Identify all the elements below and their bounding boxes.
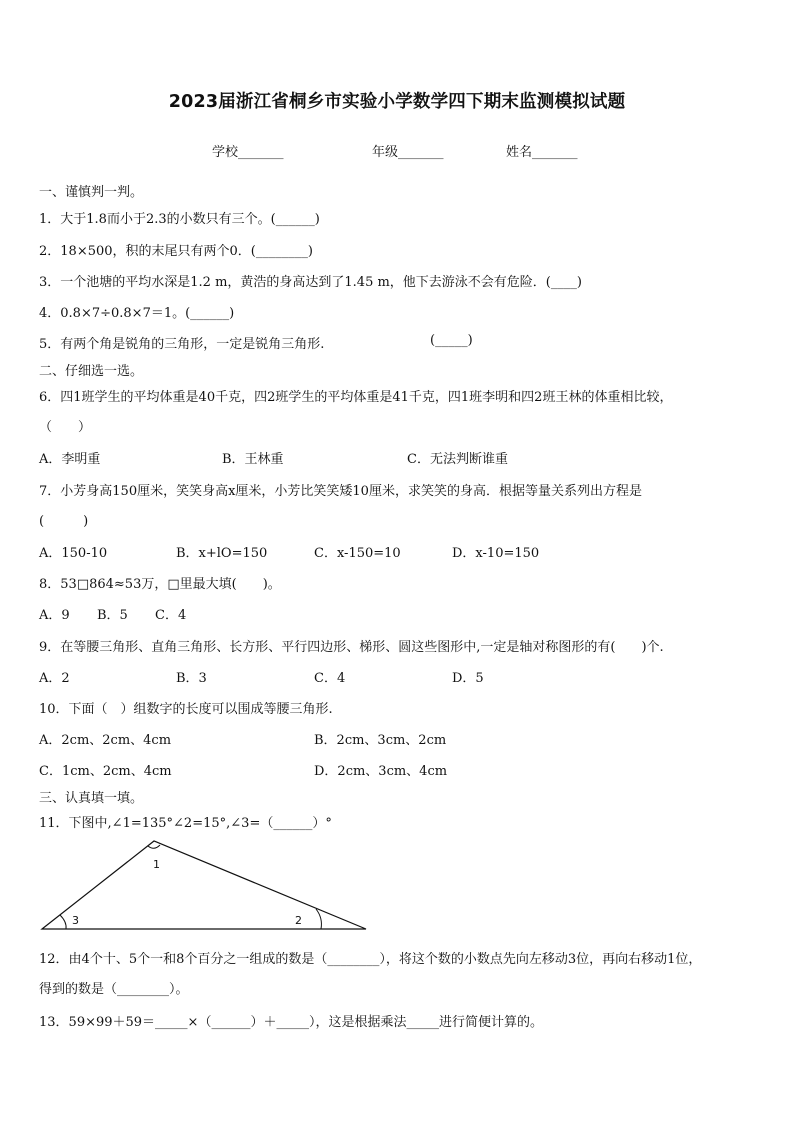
question-12-continued: 得到的数是（________）。 xyxy=(39,982,189,997)
q10-option-d: D．2cm、3cm、4cm xyxy=(314,764,448,779)
triangle-figure xyxy=(38,836,370,934)
question-4: 4．0.8×7÷0.8×7＝1。(______) xyxy=(39,306,235,321)
question-7: 7．小芳身高150厘米，笑笑身高x厘米，小芳比笑笑矮10厘米，求笑笑的身高．根据等量关系列出方程是 xyxy=(39,484,642,499)
q7-option-b: B．x+lO=150 xyxy=(176,546,268,561)
page-title: 2023届浙江省桐乡市实验小学数学四下期末监测模拟试题 xyxy=(168,92,626,112)
question-1: 1．大于1.8而小于2.3的小数只有三个。(______) xyxy=(39,212,320,227)
question-5-blank: (_____) xyxy=(430,333,473,348)
q7-option-c: C．x-150=10 xyxy=(314,546,401,561)
angle-1-arc xyxy=(148,845,160,848)
q7-option-d: D．x-10=150 xyxy=(452,546,540,561)
question-12: 12．由4个十、5个一和8个百分之一组成的数是（________），将这个数的小数点先向左移动3位，再向右移动1位， xyxy=(39,952,702,967)
question-11: 11．下图中,∠1=135°∠2=15°,∠3=（______）° xyxy=(39,816,332,831)
section-heading-1: 一、谨慎判一判。 xyxy=(39,185,144,200)
q8-option-c: C．4 xyxy=(155,608,187,623)
q9-option-c: C．4 xyxy=(314,671,346,686)
question-7-blank: ( ) xyxy=(39,514,89,529)
q6-option-b: B．王林重 xyxy=(222,452,284,467)
question-5: 5．有两个角是锐角的三角形，一定是锐角三角形. xyxy=(39,337,325,352)
name-field: 姓名_______ xyxy=(506,145,578,160)
angle-1-label: 1 xyxy=(153,858,160,871)
section-heading-3: 三、认真填一填。 xyxy=(39,791,144,806)
q9-option-b: B．3 xyxy=(176,671,207,686)
q8-option-a: A．9 xyxy=(39,608,70,623)
school-field: 学校_______ xyxy=(212,145,284,160)
section-heading-2: 二、仔细选一选。 xyxy=(39,364,144,379)
question-6-blank: （ ） xyxy=(39,420,92,435)
q6-option-a: A．李明重 xyxy=(39,452,101,467)
angle-2-label: 2 xyxy=(295,914,302,927)
question-2: 2．18×500，积的末尾只有两个0．(________) xyxy=(39,244,313,259)
question-6: 6．四1班学生的平均体重是40千克，四2班学生的平均体重是41千克，四1班李明和四2班王林的体重相比较， xyxy=(39,390,673,405)
question-10: 10．下面（ ）组数字的长度可以围成等腰三角形. xyxy=(39,702,333,717)
angle-2-arc xyxy=(316,909,321,929)
q6-option-c: C．无法判断谁重 xyxy=(407,452,508,467)
q10-option-c: C．1cm、2cm、4cm xyxy=(39,764,172,779)
q7-option-a: A．150-10 xyxy=(39,546,108,561)
triangle-shape xyxy=(42,841,366,929)
question-3: 3．一个池塘的平均水深是1.2 m，黄浩的身高达到了1.45 m，他下去游泳不会有危险．(____) xyxy=(39,275,582,290)
question-8: 8．53□864≈53万，□里最大填( )。 xyxy=(39,577,281,592)
question-13: 13．59×99＋59＝_____×（______）＋_____），这是根据乘法_____进行简便计算的。 xyxy=(39,1015,543,1030)
q10-option-a: A．2cm、2cm、4cm xyxy=(39,733,172,748)
grade-field: 年级_______ xyxy=(372,145,444,160)
angle-3-label: 3 xyxy=(72,914,79,927)
q9-option-a: A．2 xyxy=(39,671,70,686)
q9-option-d: D．5 xyxy=(452,671,484,686)
q8-option-b: B．5 xyxy=(97,608,128,623)
q10-option-b: B．2cm、3cm、2cm xyxy=(314,733,447,748)
angle-3-arc xyxy=(60,915,66,929)
question-9: 9．在等腰三角形、直角三角形、长方形、平行四边形、梯形、圆这些图形中,一定是轴对称图形的有( )个. xyxy=(39,640,664,655)
